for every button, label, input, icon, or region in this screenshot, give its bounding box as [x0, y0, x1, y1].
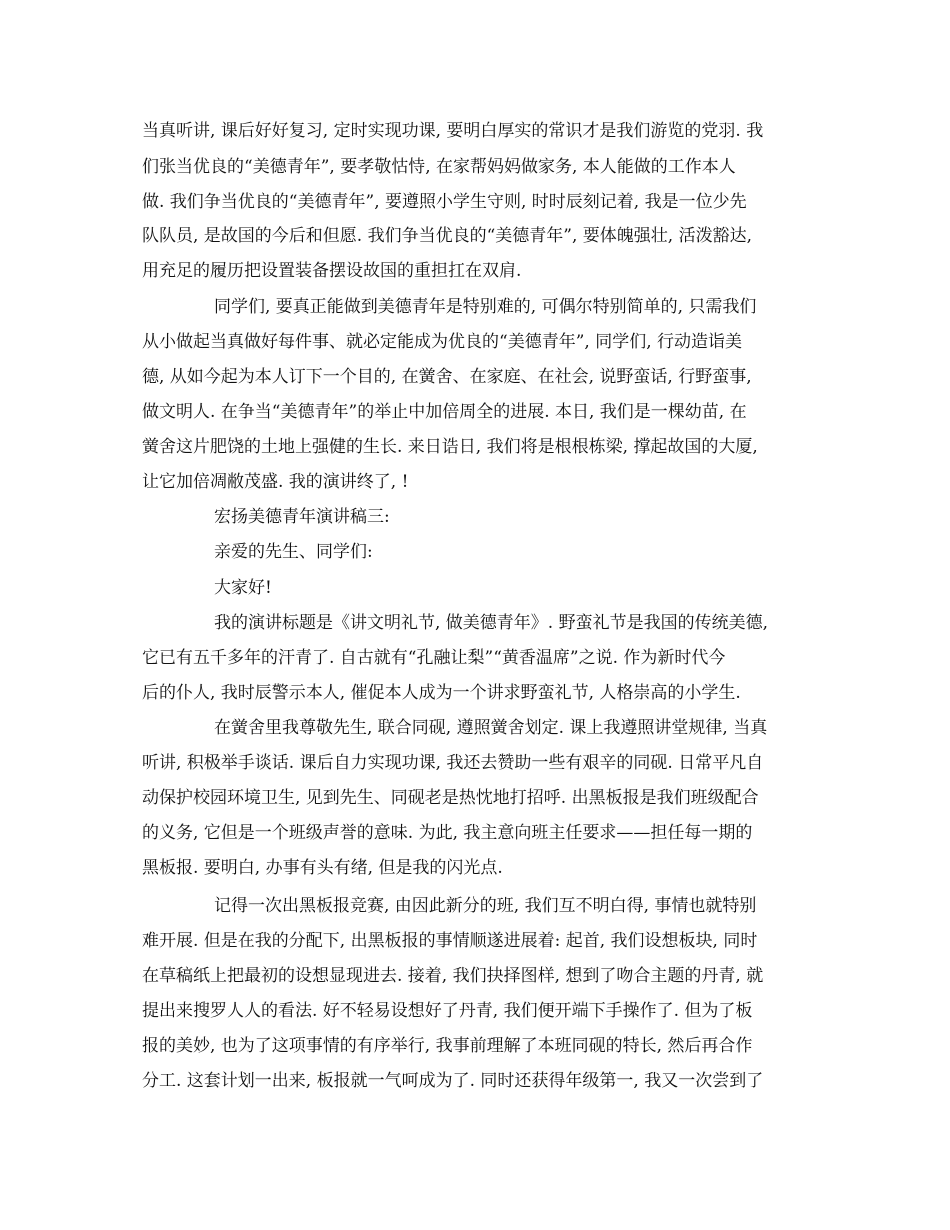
text-line: 做. 我们争当优良的“美德青年”, 要遵照小学生守则, 时时辰刻记着, 我是一位少先	[142, 192, 747, 212]
text-line: 做文明人. 在争当“美德青年”的举止中加倍周全的进展. 本日, 我们是一棵幼苗, 在	[142, 402, 747, 422]
text-line: 用充足的履历把设置装备摆设故国的重担扛在双肩.	[142, 261, 522, 281]
text-line: 当真听讲, 课后好好复习, 定时实现功课, 要明白厚实的常识才是我们游览的党羽. 我	[142, 121, 764, 141]
text-line: 听讲, 积极举手谈话. 课后自力实现功课, 我还去赞助一些有艰辛的同砚. 日常平凡自	[142, 753, 764, 773]
text-line: 们张当优良的“美德青年”, 要孝敬怙恃, 在家帮妈妈做家务, 本人能做的工作本人	[142, 157, 736, 177]
text-line: 黉舍这片肥饶的土地上强健的生长. 来日诰日, 我们将是根根栋梁, 撑起故国的大厦,	[142, 437, 758, 457]
text-line: 它已有五千多年的汗青了. 自古就有“孔融让梨”“黄香温席”之说. 作为新时代今	[142, 648, 726, 668]
text-line: 从小做起当真做好每件事、就必定能成为优良的“美德青年”, 同学们, 行动造诣美	[142, 332, 742, 352]
section-heading: 宏扬美德青年演讲稿三:	[214, 507, 390, 527]
text-line: 队队员, 是故国的今后和但愿. 我们争当优良的“美德青年”, 要体魄强壮, 活泼豁达,	[142, 226, 753, 246]
paragraph-first-line: 记得一次出黑板报竞赛, 由因此新分的班, 我们互不明白得, 事情也就特别	[214, 896, 757, 916]
text-line: 难开展. 但是在我的分配下, 出黑板报的事情顺遂进展着: 起首, 我们设想板块, 同时	[142, 931, 758, 951]
paragraph-first-line: 同学们, 要真正能做到美德青年是特别难的, 可偶尔特别简单的, 只需我们	[214, 297, 757, 317]
text-line: 让它加倍凋敝茂盛. 我的演讲终了, !	[142, 472, 409, 492]
text-line: 动保护校园环境卫生, 见到先生、同砚老是热忱地打招呼. 出黑板报是我们班级配合	[142, 788, 759, 808]
text-line: 的义务, 它但是一个班级声誉的意味. 为此, 我主意向班主任要求——担任每一期的	[142, 823, 753, 843]
paragraph-first-line: 我的演讲标题是《讲文明礼节, 做美德青年》. 野蛮礼节是我国的传统美德,	[214, 613, 769, 633]
paragraph-first-line: 在黉舍里我尊敬先生, 联合同砚, 遵照黉舍划定. 课上我遵照讲堂规律, 当真	[214, 718, 768, 738]
text-line: 黑板报. 要明白, 办事有头有绪, 但是我的闪光点.	[142, 858, 503, 878]
text-line: 报的美妙, 也为了这项事情的有序举行, 我事前理解了本班同砚的特长, 然后再合作	[142, 1036, 753, 1056]
text-line: 提出来搜罗人人的看法. 好不轻易设想好了丹青, 我们便开端下手操作了. 但为了板	[142, 1001, 753, 1021]
text-line: 德, 从如今起为本人订下一个目的, 在黉舍、在家庭、在社会, 说野蛮话, 行野蛮事,	[142, 367, 752, 387]
text-line: 在草稿纸上把最初的设想显现进去. 接着, 我们抉择图样, 想到了吻合主题的丹青, 就	[142, 966, 764, 986]
salutation: 亲爱的先生、同学们:	[214, 542, 373, 562]
text-line: 后的仆人, 我时辰警示本人, 催促本人成为一个讲求野蛮礼节, 人格崇高的小学生.	[142, 683, 741, 703]
greeting: 大家好!	[214, 578, 272, 598]
text-line: 分工. 这套计划一出来, 板报就一气呵成为了. 同时还获得年级第一, 我又一次尝到了	[142, 1071, 764, 1091]
